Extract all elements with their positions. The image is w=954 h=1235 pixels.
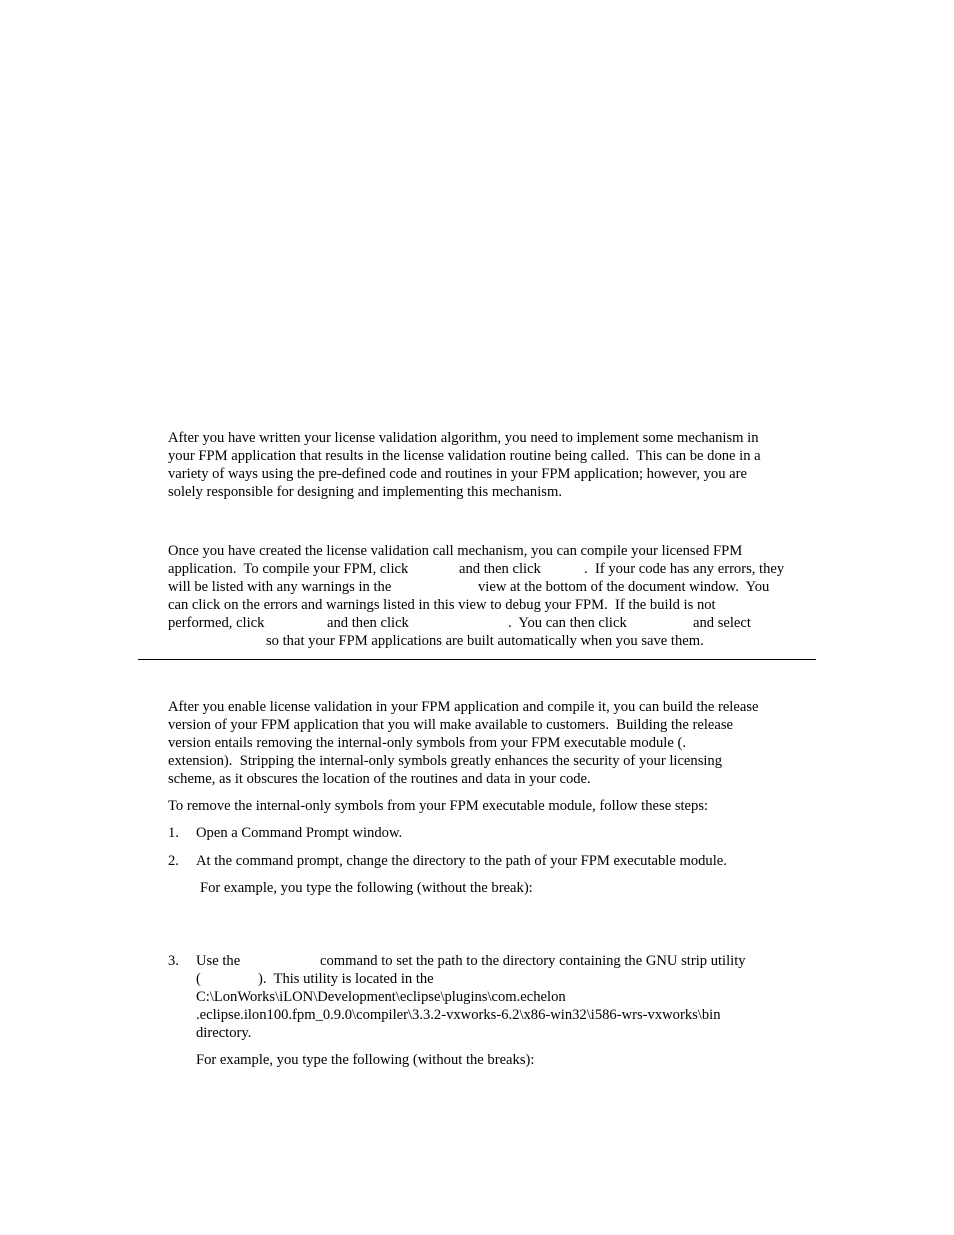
- paragraph-line-fragment: view at the bottom of the document window. You: [478, 579, 770, 595]
- paragraph-line: To remove the internal-only symbols from your FPM executable module, follow these steps:: [168, 798, 709, 814]
- paragraph-line: can click on the errors and warnings listed in this view to debug your FPM. If the build is not: [168, 597, 716, 613]
- step-text-fragment: ). This utility is located in the: [258, 971, 434, 987]
- step-number: 2.: [168, 853, 179, 869]
- path-text: .eclipse.ilon100.fpm_0.9.0\compiler\3.3.2-vxworks-6.2\x86-win32\i586-wrs-vxworks\bin: [196, 1007, 721, 1023]
- paragraph-line-fragment: and select: [693, 615, 751, 631]
- paragraph-line: After you have written your license validation algorithm, you need to implement some mechanism in: [168, 430, 759, 446]
- path-text: C:\LonWorks\iLON\Development\eclipse\plugins\com.echelon: [196, 989, 566, 1005]
- step-text-fragment: Use the: [196, 953, 241, 969]
- paragraph-line-fragment: performed, click: [168, 615, 265, 631]
- paragraph-line: so that your FPM applications are built automatically when you save them.: [266, 633, 704, 649]
- paragraph-line: your FPM application that results in the license validation routine being called. This can be done in a: [168, 448, 761, 464]
- paragraph-line: version entails removing the internal-only symbols from your FPM executable module (.: [168, 735, 686, 751]
- paragraph-line: extension). Stripping the internal-only symbols greatly enhances the security of your licensing: [168, 753, 723, 769]
- paragraph-line-fragment: . You can then click: [508, 615, 627, 631]
- example-note: For example, you type the following (without the break):: [200, 880, 533, 896]
- paragraph-line: solely responsible for designing and implementing this mechanism.: [168, 484, 562, 500]
- horizontal-divider: [138, 659, 816, 660]
- paragraph-line: scheme, as it obscures the location of the routines and data in your code.: [168, 771, 591, 787]
- step-text: At the command prompt, change the directory to the path of your FPM executable module.: [196, 853, 727, 869]
- paragraph-line: version of your FPM application that you will make available to customers. Building the release: [168, 717, 733, 733]
- example-note: For example, you type the following (without the breaks):: [196, 1052, 535, 1068]
- step-text: Open a Command Prompt window.: [196, 825, 403, 841]
- step-text-fragment: (: [196, 971, 201, 987]
- paragraph-line: After you enable license validation in your FPM application and compile it, you can build the release: [168, 699, 759, 715]
- paragraph-line-fragment: . If your code has any errors, they: [584, 561, 785, 577]
- step-text: directory.: [196, 1025, 252, 1041]
- paragraph-line-fragment: will be listed with any warnings in the: [168, 579, 392, 595]
- step-number: 1.: [168, 825, 179, 841]
- paragraph-line: Once you have created the license validation call mechanism, you can compile your licensed FPM: [168, 543, 743, 559]
- paragraph-line-fragment: application. To compile your FPM, click: [168, 561, 409, 577]
- paragraph-line-fragment: and then click: [327, 615, 409, 631]
- step-number: 3.: [168, 953, 179, 969]
- step-text-fragment: command to set the path to the directory containing the GNU strip utility: [320, 953, 746, 969]
- paragraph-line-fragment: and then click: [459, 561, 541, 577]
- paragraph-line: variety of ways using the pre-defined code and routines in your FPM application; however, you are: [168, 466, 747, 482]
